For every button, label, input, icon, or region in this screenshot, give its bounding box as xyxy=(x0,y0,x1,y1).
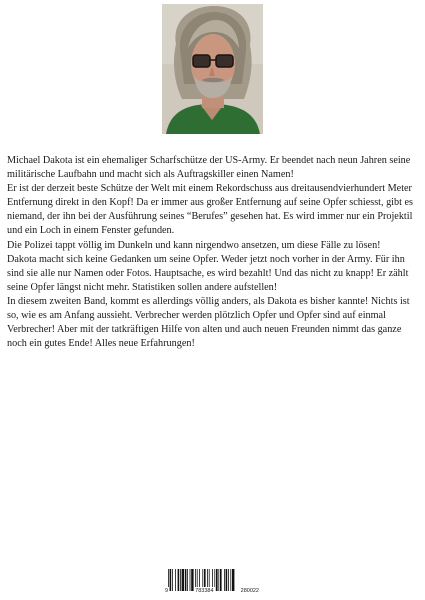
blurb-paragraph: Dakota macht sich keine Gedanken um seine Opfer. Weder jetzt noch vorher in der Army. Für ihn sind sie alle nur Namen oder Fotos. Hauptsache, es wird bezahlt! Und das nicht zu knapp! Er zählt seine Opfer längst nicht mehr. Statistiken sollen andere aufstellen! xyxy=(7,253,409,293)
blurb-paragraph: Michael Dakota ist ein ehemaliger Scharfschütze der US-Army. Er beendet nach neun Jahren seine militärische Laufbahn und macht sich als Auftragskiller einen Namen! xyxy=(7,155,411,181)
author-photo xyxy=(162,4,263,134)
book-blurb xyxy=(7,154,419,351)
barcode-digits xyxy=(164,587,260,595)
blurb-paragraph: Er ist der derzeit beste Schütze der Welt mit einem Rekordschuss aus dreitausendvierhundert Meter Entfernung direkt in den Kopf! Da er immer aus großer Entfernung auf seine Opfer schiesst, gibt es niemand, der ihn bei der Ausführung seines “Berufes” gesehen hat. Es wird immer nur ein Projektil und ein Loch in einem Fenster gefunden. xyxy=(7,183,413,237)
blurb-paragraph: In diesem zweiten Band, kommt es allerdings völlig anders, als Dakota es bisher kannte! Nichts ist so, wie es am Anfang aussieht. Verbrecher werden plötzlich Opfer und Opfer sind auf einmal Verbrecher! Aber mit der tatkräftigen Hilfe von alten und auch neuen Freunden nimmt das ganze noch ein gutes Ende! Alles neue Erfahrungen! xyxy=(7,295,410,350)
barcode-digit-group: 9 xyxy=(165,588,169,594)
author-portrait-icon xyxy=(162,4,263,134)
barcode-digit-group: 783384 xyxy=(195,588,214,594)
isbn-barcode xyxy=(164,569,260,595)
blurb-paragraph: Die Polizei tappt völlig im Dunkeln und kann nirgendwo ansetzen, um diese Fälle zu lösen! xyxy=(7,239,381,251)
barcode-digit-group: 280022 xyxy=(240,588,259,594)
